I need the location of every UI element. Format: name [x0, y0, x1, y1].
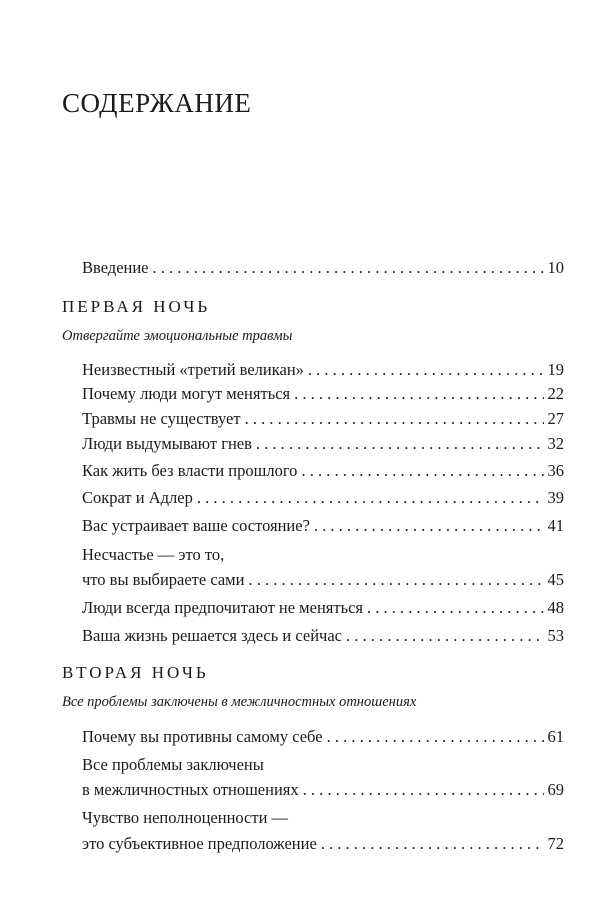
toc-entry[interactable] — [82, 626, 564, 650]
dot-leader — [314, 516, 544, 536]
toc-entry[interactable] — [82, 461, 564, 485]
toc-entry-title-line1[interactable]: Чувство неполноценности — — [82, 808, 289, 827]
toc-entry[interactable] — [82, 834, 564, 858]
toc-entry-introduction[interactable] — [82, 258, 564, 282]
toc-entry-page: 10 — [547, 258, 564, 277]
toc-entry-page: 45 — [547, 570, 564, 589]
dot-leader — [197, 488, 544, 508]
dot-leader — [346, 626, 544, 646]
toc-entry-page: 32 — [547, 434, 564, 453]
toc-entry-title: что вы выбираете сами — [82, 570, 245, 589]
toc-entry-page: 61 — [547, 727, 564, 746]
toc-entry-title: Почему вы противны самому себе — [82, 727, 323, 746]
dot-leader — [301, 461, 543, 481]
toc-entry[interactable] — [82, 727, 564, 751]
toc-entry-title: Сократ и Адлер — [82, 488, 193, 507]
toc-entry[interactable] — [82, 516, 564, 540]
toc-entry-page: 53 — [547, 626, 564, 645]
toc-entry[interactable] — [82, 434, 564, 458]
toc-entry[interactable] — [82, 488, 564, 512]
part-subtitle-1: Отвергайте эмоциональные травмы — [62, 328, 293, 344]
toc-entry-title: Вас устраивает ваше состояние? — [82, 516, 310, 535]
toc-entry-page: 41 — [547, 516, 564, 535]
toc-entry-title: в межличностных отношениях — [82, 780, 299, 799]
part-heading-2: ВТОРАЯ НОЧЬ — [62, 663, 209, 682]
toc-entry-page: 36 — [547, 461, 564, 480]
toc-entry-title: Почему люди могут меняться — [82, 384, 291, 403]
toc-entry-page: 72 — [547, 834, 564, 853]
dot-leader — [303, 780, 544, 800]
toc-entry-title: Как жить без власти прошлого — [82, 461, 298, 480]
toc-entry[interactable] — [82, 570, 564, 594]
part-heading-1: ПЕРВАЯ НОЧЬ — [62, 297, 211, 316]
dot-leader — [327, 727, 544, 747]
dot-leader — [294, 384, 543, 404]
page-title: СОДЕРЖАНИЕ — [62, 88, 252, 118]
dot-leader — [153, 258, 544, 278]
dot-leader — [245, 409, 544, 429]
toc-entry-page: 48 — [547, 598, 564, 617]
part-subtitle-2: Все проблемы заключены в межличностных отношениях — [62, 694, 417, 710]
dot-leader — [367, 598, 543, 618]
toc-entry-title: Люди всегда предпочитают не меняться — [82, 598, 364, 617]
toc-entry-page: 19 — [547, 360, 564, 379]
toc-entry-page: 27 — [547, 409, 564, 428]
toc-entry-title: Ваша жизнь решается здесь и сейчас — [82, 626, 342, 645]
toc-entry-title-line1[interactable]: Несчастье — это то, — [82, 545, 225, 564]
toc-entry-title: Неизвестный «третий великан» — [82, 360, 304, 379]
toc-entry-title: Введение — [82, 258, 149, 277]
toc-entry-page: 39 — [547, 488, 564, 507]
dot-leader — [321, 834, 544, 854]
toc-entry[interactable] — [82, 409, 564, 433]
toc-entry[interactable] — [82, 598, 564, 622]
toc-entry-title: это субъективное предположение — [82, 834, 317, 853]
dot-leader — [248, 570, 543, 590]
toc-entry-page: 69 — [547, 780, 564, 799]
dot-leader — [256, 434, 544, 454]
dot-leader — [308, 360, 544, 380]
toc-entry[interactable] — [82, 384, 564, 408]
toc-entry-page: 22 — [547, 384, 564, 403]
toc-entry[interactable] — [82, 780, 564, 804]
toc-entry-title: Травмы не существует — [82, 409, 241, 428]
toc-entry-title: Люди выдумывают гнев — [82, 434, 252, 453]
toc-entry[interactable] — [82, 360, 564, 384]
toc-entry-title-line1[interactable]: Все проблемы заключены — [82, 755, 264, 774]
